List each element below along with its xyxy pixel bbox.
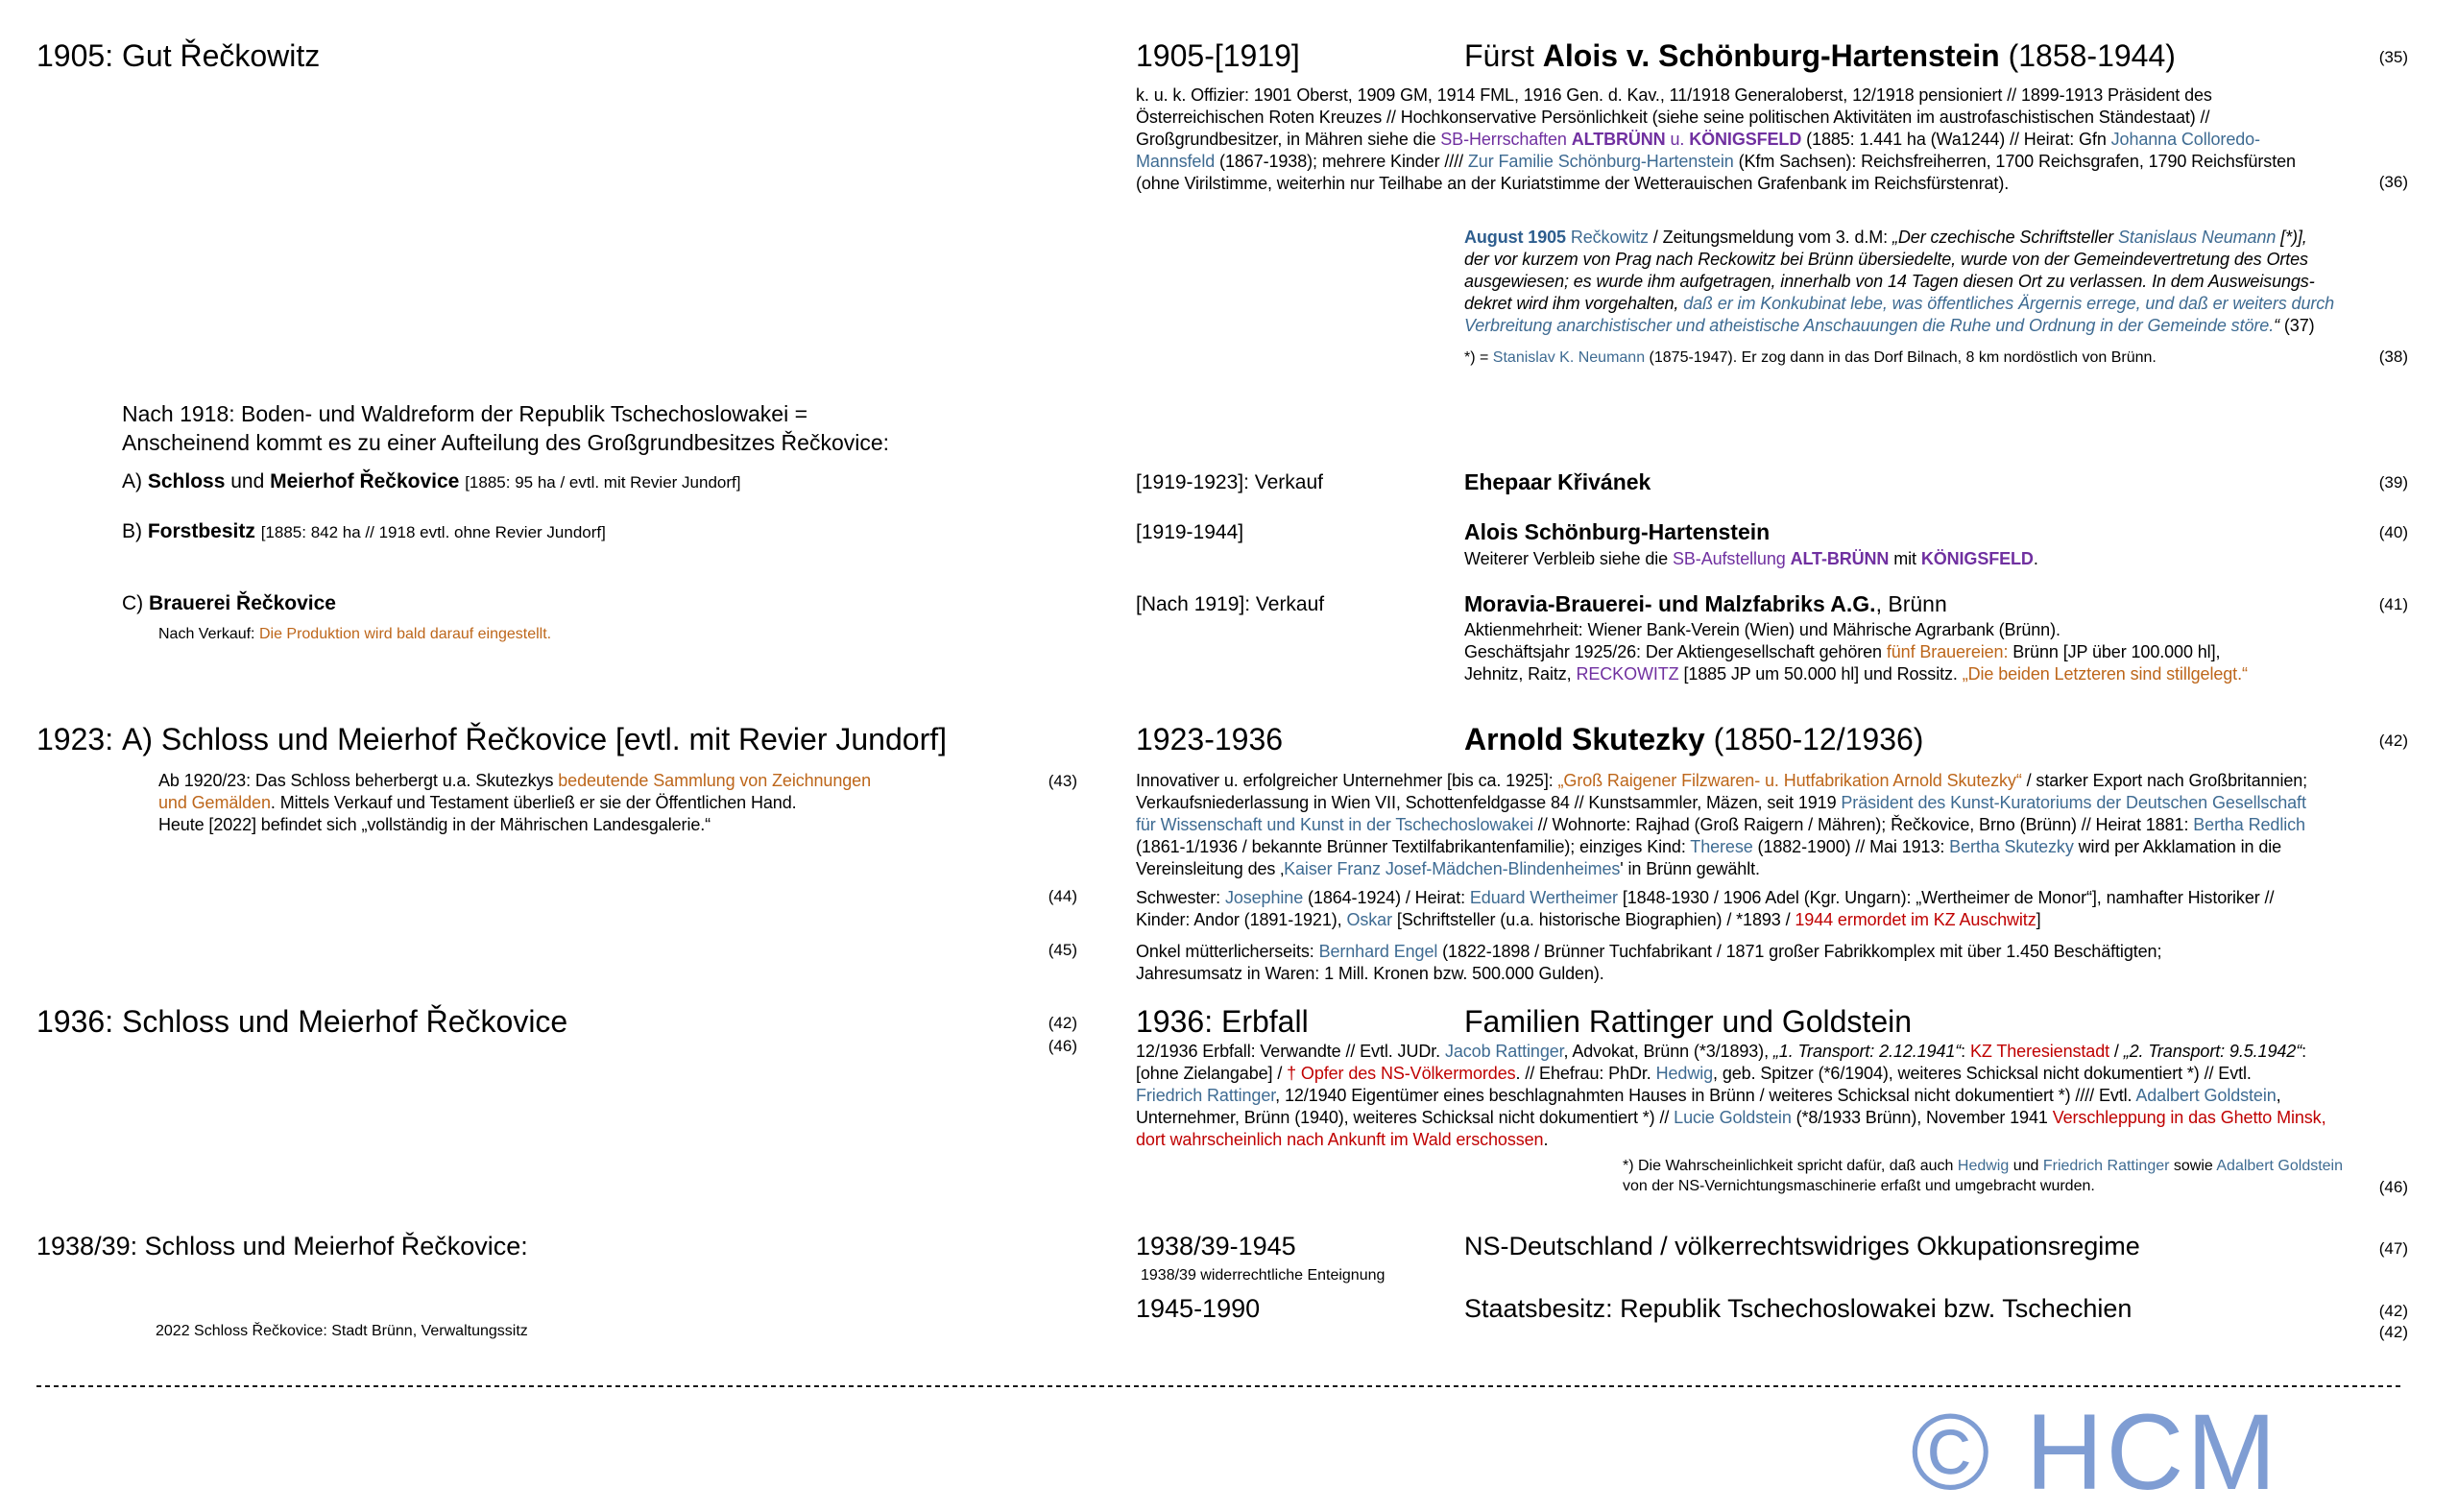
period-1945: 1945-1990 (1136, 1294, 1261, 1323)
text-line: dekret wird ihm vorgehalten, daß er im Konkubinat lebe, was öffentliches Ärgernis errege, und daß er weiters durch (1464, 294, 2335, 313)
text-line: ausgewiesen; es wurde ihm aufgetragen, innerhalb von 14 Tagen diesen Ort zu verlassen. In dem Ausweisungs- (1464, 272, 2315, 291)
text-line: (1861-1/1936 / bekannte Brünner Textilfabrikantenfamilie); einziges Kind: Therese (1882-1900) // Mai 1913: Bertha Skutezky wird per Akklamation in die (1136, 837, 2282, 856)
year-1936: 1936: (36, 1004, 114, 1039)
uncle-1923 (1136, 941, 2161, 985)
rowB-sub: Weiterer Verbleib siehe die SB-Aufstellung ALT-BRÜNN mit KÖNIGSFELD. (1464, 549, 2038, 568)
text-line: Unternehmer, Brünn (1940), weiteres Schicksal nicht dokumentiert *) // Lucie Goldstein (*8/1933 Brünn), November 1941 Verschleppung in das Ghetto Minsk, (1136, 1108, 2326, 1127)
text-line: und Gemälden. Mittels Verkauf und Testament überließ er sie der Öffentlichen Hand. (158, 793, 797, 812)
owner-1923: Arnold Skutezky (1850-12/1936) (1464, 722, 1924, 756)
ref-42: (42) (2378, 732, 2408, 750)
owner-1905: Fürst Alois v. Schönburg-Hartenstein (1858-1944) (1464, 38, 2176, 73)
ref-46-left: (46) (1048, 1037, 1077, 1055)
rowC-owner: Moravia-Brauerei- und Malzfabriks A.G., Brünn (1464, 591, 1947, 616)
text-line: von der NS-Vernichtungsmaschinerie erfaßt und umgebracht wurden. (1623, 1178, 2095, 1194)
hcm-watermark: © HCM (1911, 1392, 2279, 1512)
text-line: [ohne Zielangabe] / † Opfer des NS-Völkermordes. // Ehefrau: PhDr. Hedwig, geb. Spitzer (*6/1904), weiteres Schicksal nicht dokumentiert *) // Evtl. (1136, 1064, 2252, 1083)
ref-42-c: (42) (2378, 1323, 2408, 1341)
rowB-owner: Alois Schönburg-Hartenstein (1464, 519, 1771, 544)
ref-36: (36) (2378, 173, 2408, 191)
rowA-label: A) Schloss und Meierhof Řečkovice [1885: 95 ha / evtl. mit Revier Jundorf] (122, 470, 741, 492)
footnote-1936 (1623, 1156, 2343, 1196)
period-1923: 1923-1936 (1136, 722, 1284, 756)
owner-1938: NS-Deutschland / völkerrechtswidriges Okkupationsregime (1464, 1232, 2140, 1260)
text-line: der vor kurzem von Prag nach Reckowitz bei Brünn übersiedelte, wurde von der Gemeindevertretung des Ortes (1464, 250, 2308, 269)
ref-47: (47) (2378, 1239, 2408, 1258)
text-line: Großgrundbesitzer, in Mähren siehe die SB-Herrschaften ALTBRÜNN u. KÖNIGSFELD (1885: 1.441 ha (Wa1244) // Heirat: Gfn Johanna Colloredo- (1136, 130, 2260, 149)
reform-line-1: Nach 1918: Boden- und Waldreform der Republik Tschechoslowakei = (122, 401, 808, 426)
rowA-period: [1919-1923]: Verkauf (1136, 471, 1323, 493)
text-line: für Wissenschaft und Kunst in der Tschechoslowakei // Wohnorte: Rajhad (Groß Raigern / Mähren); Řečkovice, Brno (Brünn) // Heirat 1881: Bertha Redlich (1136, 815, 2305, 834)
text-line: Friedrich Rattinger, 12/1940 Eigentümer eines beschlagnahmten Hauses in Brünn / weiteres Schicksal nicht dokumentiert *) //// Evtl. Adalbert Goldstein, (1136, 1086, 2281, 1105)
title-1923: A) Schloss und Meierhof Řečkovice [evtl. mit Revier Jundorf] (122, 722, 947, 756)
ref-45: (45) (1048, 941, 1077, 959)
text-line: Österreichischen Roten Kreuzes // Hochkonservative Persönlichkeit (siehe seine politischen Aktivitäten im austrofaschistischen Ständestaat) // (1136, 108, 2210, 127)
text-line: Innovativer u. erfolgreicher Unternehmer [bis ca. 1925]: „Groß Raigener Filzwaren- u. Hutfabrikation Arnold Skutezky“ / starker Export nach Großbritannien; (1136, 771, 2308, 790)
owner-1936: Familien Rattinger und Goldstein (1464, 1004, 1913, 1039)
text-line: August 1905 Rečkowitz / Zeitungsmeldung vom 3. d.M: „Der czechische Schriftsteller Stanislaus Neumann [*)], (1464, 228, 2307, 247)
ref-41: (41) (2378, 595, 2408, 613)
news-footnote: *) = Stanislav K. Neumann (1875-1947). Er zog dann in das Dorf Bilnach, 8 km nordöstlich von Brünn. (1464, 349, 2157, 366)
label-1938: 1938/39: Schloss und Meierhof Řečkovice: (36, 1232, 528, 1260)
bio-1905 (1136, 84, 2296, 195)
text-line: Schwester: Josephine (1864-1924) / Heirat: Eduard Wertheimer [1848-1930 / 1906 Adel (Kgr. Ungarn): „Wertheimer de Monor“], namhafter Historiker // (1136, 888, 2275, 907)
sub-1938: 1938/39 widerrechtliche Enteignung (1141, 1267, 1386, 1284)
ref-40: (40) (2378, 523, 2408, 541)
period-1905: 1905-[1919] (1136, 38, 1300, 73)
title-1936: Schloss und Meierhof Řečkovice (122, 1004, 568, 1039)
rowB-period: [1919-1944] (1136, 521, 1244, 543)
text-line: 12/1936 Erbfall: Verwandte // Evtl. JUDr. Jacob Rattinger, Advokat, Brünn (*3/1893), „1. Transport: 2.12.1941“: KZ Theresienstadt / „2. Transport: 9.5.1942“: (1136, 1042, 2307, 1061)
ref-38: (38) (2378, 348, 2408, 366)
text-line: k. u. k. Offizier: 1901 Oberst, 1909 GM, 1914 FML, 1916 Gen. d. Kav., 11/1918 Generaloberst, 12/1918 pensioniert // 1899-1913 Präsident des (1136, 85, 2212, 105)
note-2022: 2022 Schloss Řečkovice: Stadt Brünn, Verwaltungssitz (156, 1323, 528, 1339)
para-1936 (1136, 1041, 2325, 1151)
rowC-note: Nach Verkauf: Die Produktion wird bald darauf eingestellt. (158, 626, 552, 642)
text-line: Kinder: Andor (1891-1921), Oskar [Schriftsteller (u.a. historische Biographien) / *1893 / 1944 ermordet im KZ Auschwitz] (1136, 910, 2041, 929)
owner-1945: Staatsbesitz: Republik Tschechoslowakei bzw. Tschechien (1464, 1294, 2133, 1323)
family-1923 (1136, 887, 2274, 931)
year-1923: 1923: (36, 722, 114, 756)
text-line: Heute [2022] befindet sich „vollständig in der Mährischen Landesgalerie.“ (158, 815, 711, 834)
text-line: Geschäftsjahr 1925/26: Der Aktiengesellschaft gehören fünf Brauereien: Brünn [JP über 100.000 hl], (1464, 642, 2221, 661)
note-1923 (158, 770, 871, 836)
text-line: Verbreitung anarchistischer und atheistische Anschauungen die Ruhe und Ordnung in der Gemeinde störe.“ (37) (1464, 316, 2315, 335)
text-line: dort wahrscheinlich nach Ankunft im Wald erschossen. (1136, 1130, 1549, 1149)
text-line: Onkel mütterlicherseits: Bernhard Engel (1822-1898 / Brünner Tuchfabrikant / 1871 großer Fabrikkomplex mit über 1.450 Beschäftigten; (1136, 942, 2162, 961)
text-line: Mannsfeld (1867-1938); mehrere Kinder //// Zur Familie Schönburg-Hartenstein (Kfm Sachsen): Reichsfreiherren, 1700 Reichsgrafen, 1790 Reichsfürsten (1136, 152, 2296, 171)
year-1905: 1905: (36, 38, 114, 73)
text-line: Jehnitz, Raitz, RECKOWITZ [1885 JP um 50.000 hl] und Rossitz. „Die beiden Letzteren sind stillgelegt.“ (1464, 664, 2248, 684)
period-1938: 1938/39-1945 (1136, 1232, 1296, 1260)
text-line: Verkaufsniederlassung in Wien VII, Schottenfeldgasse 84 // Kunstsammler, Mäzen, seit 1919 Präsident des Kunst-Kuratoriums der Deutschen Gesellschaft (1136, 793, 2306, 812)
ref-42-b: (42) (2378, 1302, 2408, 1320)
dashed-divider (36, 1385, 2403, 1387)
rowC-label: C) Brauerei Řečkovice (122, 592, 336, 614)
ref-35: (35) (2378, 48, 2408, 66)
text-line: (ohne Virilstimme, weiterhin nur Teilhabe an der Kuriatstimme der Wetterauischen Grafenbank im Reichsfürstenrat). (1136, 174, 2010, 193)
text-line: Ab 1920/23: Das Schloss beherbergt u.a. Skutezkys bedeutende Sammlung von Zeichnungen (158, 771, 871, 790)
rowA-owner: Ehepaar Křivánek (1464, 469, 1651, 494)
text-line: Aktienmehrheit: Wiener Bank-Verein (Wien) und Mährische Agrarbank (Brünn). (1464, 620, 2060, 639)
text-line: Jahresumsatz in Waren: 1 Mill. Kronen bzw. 500.000 Gulden). (1136, 964, 1604, 983)
ref-39: (39) (2378, 473, 2408, 492)
period-1936: 1936: Erbfall (1136, 1004, 1309, 1039)
ref-42-left: (42) (1048, 1014, 1077, 1032)
ref-44: (44) (1048, 887, 1077, 905)
title-1905: Gut Řečkowitz (122, 38, 321, 73)
text-line: *) Die Wahrscheinlichkeit spricht dafür, daß auch Hedwig und Friedrich Rattinger sowie Adalbert Goldstein (1623, 1158, 2344, 1174)
ref-43: (43) (1048, 772, 1077, 790)
text-line: Vereinsleitung des ‚Kaiser Franz Josef-Mädchen-Blindenheimes' in Brünn gewählt. (1136, 859, 1760, 878)
rowB-label: B) Forstbesitz [1885: 842 ha // 1918 evtl. ohne Revier Jundorf] (122, 520, 606, 542)
ref-46: (46) (2378, 1178, 2408, 1196)
rowC-period: [Nach 1919]: Verkauf (1136, 593, 1325, 615)
rowC-para (1464, 619, 2248, 685)
news-1905 (1464, 227, 2334, 337)
bio-1923 (1136, 770, 2307, 880)
reform-line-2: Anscheinend kommt es zu einer Aufteilung des Großgrundbesitzes Řečkovice: (122, 430, 890, 455)
